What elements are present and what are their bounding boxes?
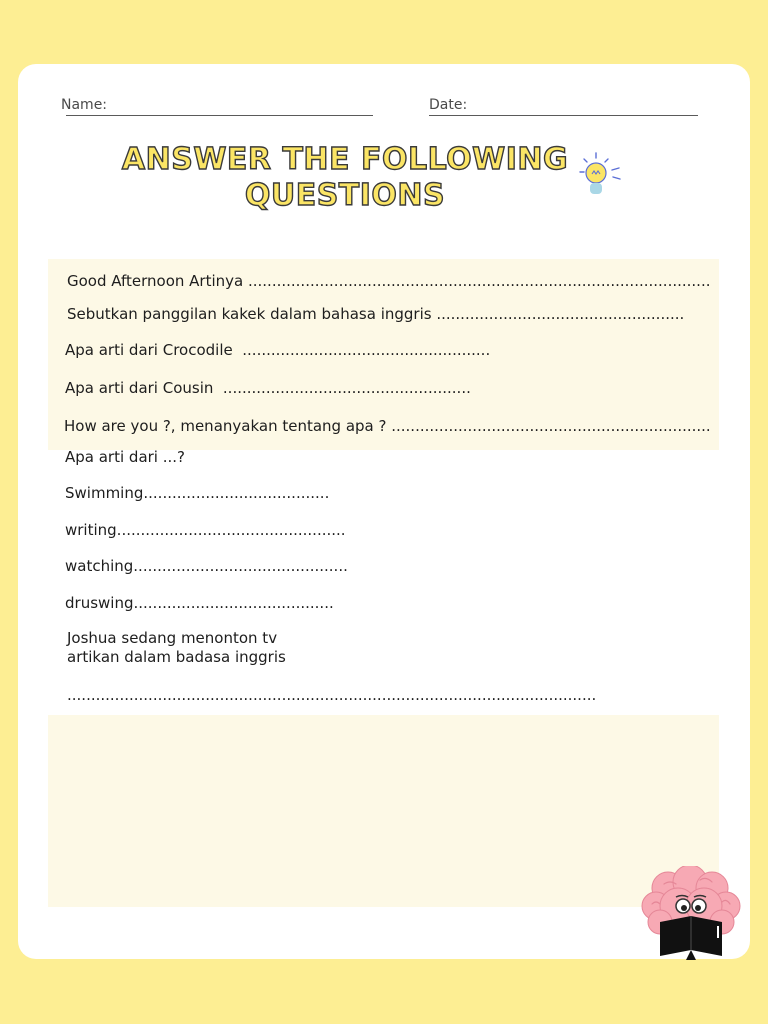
question-6: Apa arti dari ...? [65,448,185,466]
title-line-1: ANSWER THE FOLLOWING [121,142,569,177]
question-2: Sebutkan panggilan kakek dalam bahasa inggris .................................................... [67,305,685,323]
question-9: watching............................................. [65,557,348,575]
question-4: Apa arti dari Cousin .................................................... [65,379,471,397]
question-8: writing................................................ [65,521,346,539]
question-11-line-2: artikan dalam badasa inggris [67,648,286,666]
name-label: Name: [61,97,108,113]
date-label: Date: [429,97,468,113]
brain-reading-book-icon [638,866,746,964]
question-1: Good Afternoon Artinya ................................................................................................. [67,272,711,290]
question-7: Swimming....................................... [65,484,330,502]
title-line-2: QUESTIONS [244,178,446,213]
lightbulb-icon [578,150,624,202]
question-10: druswing.......................................... [65,594,334,612]
question-5: How are you ?, menanyakan tentang apa ? ................................................................... [64,417,711,435]
question-11-line-1: Joshua sedang menonton tv [67,629,278,647]
question-3: Apa arti dari Crocodile .................................................... [65,341,491,359]
name-field-line[interactable] [66,115,373,116]
date-field-line[interactable] [429,115,698,116]
answer-dotted-line: ............................................................................................................... [67,686,597,704]
worksheet-title [100,142,590,214]
answer-panel-bottom [48,715,719,907]
